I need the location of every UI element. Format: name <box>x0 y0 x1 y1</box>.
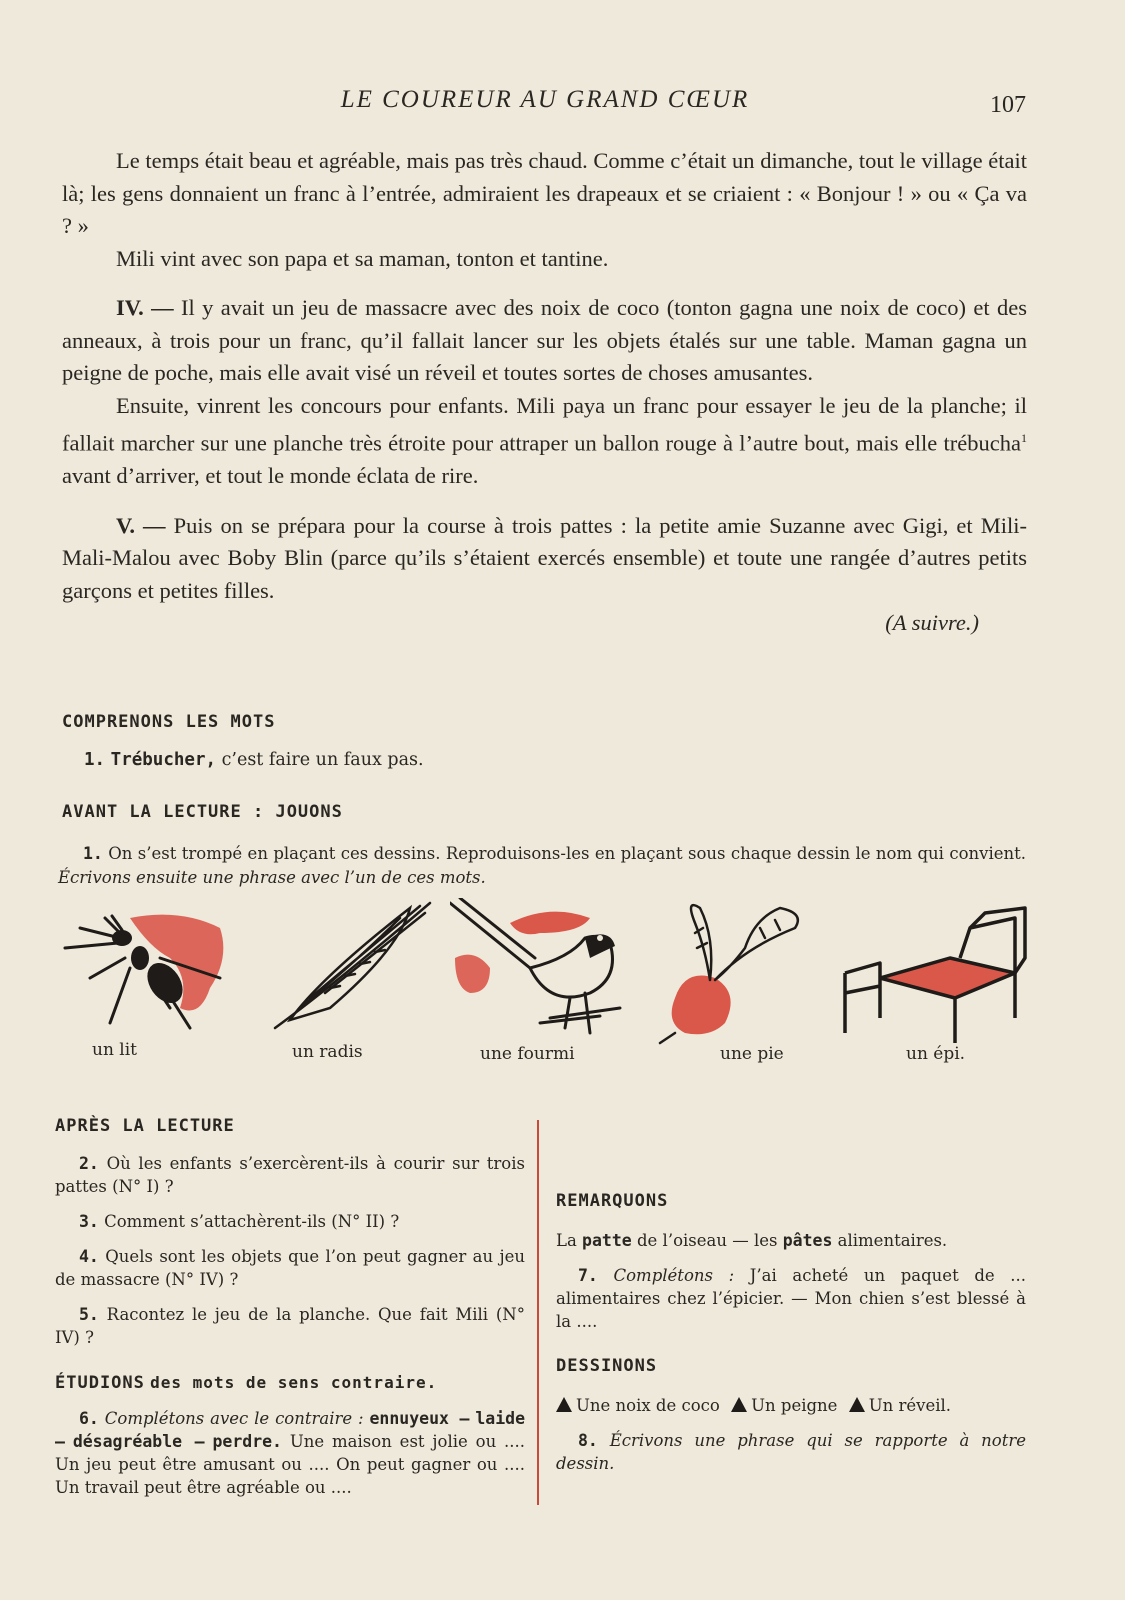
draw-item: Un peigne <box>751 1396 838 1415</box>
radish-drawing-icon <box>655 898 815 1048</box>
column-divider <box>537 1120 539 1505</box>
text-part: de l’oiseau — les <box>636 1231 778 1250</box>
story-paragraph <box>62 292 1027 390</box>
text-part: La <box>556 1231 577 1250</box>
instruction-text: On s’est trompé en plaçant ces dessins. Reproduisons-les en plaçant sous chaque dessin le nom qui convient. <box>108 844 1026 863</box>
question-italic: Complétons : <box>613 1266 735 1285</box>
triangle-bullet-icon <box>731 1397 747 1412</box>
drawing-caption: une pie <box>720 1044 784 1064</box>
word-item: désagréable — <box>72 1432 205 1451</box>
question <box>55 1303 525 1349</box>
drawing-caption: un lit <box>92 1040 138 1060</box>
highlight-word: pâtes <box>782 1231 833 1250</box>
question-number: 2. <box>79 1154 99 1173</box>
wheat-ear-drawing-icon <box>270 898 440 1048</box>
remarquons-heading: REMARQUONS <box>556 1191 669 1211</box>
question <box>55 1245 525 1291</box>
bed-drawing-icon <box>840 898 1030 1048</box>
instruction-italic: Écrivons ensuite une phrase avec l’un de ces mots. <box>58 868 486 887</box>
word-item: ennuyeux — <box>369 1409 470 1428</box>
to-be-continued: (A suivre.) <box>885 610 979 635</box>
drawing-caption: une fourmi <box>480 1044 575 1064</box>
story-paragraph-text: Il y avait un jeu de massacre avec des noix de coco (tonton gagna une noix de coco) et des anneaux, à trois pour un franc, qu’il fallait lancer sur les objets étalés sur une table. Maman gagna un peigne de poche, mais elle avait visé un réveil et toutes sortes de choses amusantes. <box>62 295 1028 385</box>
avant-heading: AVANT LA LECTURE : JOUONS <box>62 802 343 822</box>
drawing-caption: un radis <box>292 1042 363 1062</box>
question-number: 3. <box>79 1212 99 1231</box>
dessinons-heading: DESSINONS <box>556 1356 658 1376</box>
question-text: Une maison est jolie ou .... Un jeu peut être amusant ou .... On peut gagner ou .... Un travail peut être agréable ou .... <box>55 1432 526 1497</box>
story-paragraph: Le temps était beau et agréable, mais pas très chaud. Comme c’était un dimanche, tout le village était là; les gens donnaient un franc à l’entrée, admiraient les drapeaux et se criaient : « Bonjour ! » ou « Ça va ? » <box>62 148 1027 238</box>
exercise-number: 1. <box>83 844 103 863</box>
page-number: 107 <box>990 92 1026 118</box>
word-item: perdre. <box>212 1432 282 1451</box>
comprenons-heading: COMPRENONS LES MOTS <box>62 712 276 732</box>
heading-part: des mots de sens contraire. <box>150 1373 438 1392</box>
draw-item: Une noix de coco <box>576 1396 720 1415</box>
etudions-heading <box>55 1371 525 1395</box>
running-title: LE COUREUR AU GRAND CŒUR <box>340 86 750 113</box>
question <box>55 1210 525 1233</box>
drawing-caption: un épi. <box>906 1044 966 1064</box>
drawings-row <box>60 898 1040 1064</box>
story-paragraph-text: Puis on se prépara pour la course à trois pattes : la petite amie Suzanne avec Gigi, et Mili-Mali-Malou avec Boby Blin (parce qu’ils s’étaient exercés ensemble) et toute une rangée d’autres petits garçons et petites filles. <box>62 512 1028 603</box>
question-number: 7. <box>578 1266 598 1285</box>
question-text: Comment s’attachèrent-ils (N° II) ? <box>104 1212 400 1231</box>
draw-item: Un réveil. <box>868 1396 952 1415</box>
apres-heading: APRÈS LA LECTURE <box>55 1116 235 1136</box>
question-number: 8. <box>578 1431 598 1450</box>
question <box>556 1429 1026 1475</box>
story-paragraph-text: avant d’arriver, et tout le monde éclata de rire. <box>62 463 479 488</box>
question-text: J’ai acheté un paquet de ... alimentaires chez l’épicier. — Mon chien s’est blessé à la .... <box>556 1266 1026 1331</box>
footnote-ref: 1 <box>1021 431 1027 445</box>
triangle-bullet-icon <box>556 1397 572 1412</box>
question <box>55 1152 525 1198</box>
question <box>556 1264 1026 1333</box>
text-part: alimentaires. <box>837 1231 948 1250</box>
ant-drawing-icon <box>60 898 240 1048</box>
section-label: IV. — <box>116 295 174 320</box>
question-number: 4. <box>79 1247 99 1266</box>
avant-instructions <box>58 842 1026 890</box>
story-paragraph <box>62 390 1027 493</box>
exercise-number: 1. <box>84 750 106 770</box>
section-label: V. — <box>116 512 166 538</box>
word-item: laide — <box>55 1409 526 1451</box>
comprenons-definition <box>84 748 424 772</box>
defined-word: Trébucher, <box>110 750 217 770</box>
question-number: 6. <box>79 1409 99 1428</box>
question-italic: Écrivons une phrase qui se rapporte à notre dessin. <box>556 1431 1026 1473</box>
question-number: 5. <box>79 1305 99 1324</box>
dessinons-items <box>556 1394 1026 1417</box>
story-text <box>62 145 1027 640</box>
highlight-word: patte <box>582 1231 632 1250</box>
story-paragraph-text: Ensuite, vinrent les concours pour enfants. Mili paya un franc pour essayer le jeu de la planche; il fallait marcher sur une planche très étroite pour attraper un ballon rouge à l’autre bout, mais elle trébucha <box>62 392 1027 456</box>
right-column <box>556 1190 1026 1487</box>
triangle-bullet-icon <box>849 1397 865 1412</box>
question-italic: Complétons avec le contraire : <box>104 1409 364 1428</box>
question-text: Quels sont les objets que l’on peut gagner au jeu de massacre (N° IV) ? <box>55 1247 526 1289</box>
question <box>55 1407 525 1499</box>
heading-part: ÉTUDIONS <box>55 1373 145 1393</box>
magpie-drawing-icon <box>450 898 640 1048</box>
remarquons-line <box>556 1229 1026 1252</box>
question-text: Racontez le jeu de la planche. Que fait Mili (N° IV) ? <box>55 1305 525 1347</box>
left-column <box>55 1115 525 1499</box>
story-paragraph: Mili vint avec son papa et sa maman, tonton et tantine. <box>116 245 609 271</box>
question-text: Où les enfants s’exercèrent-ils à courir sur trois pattes (N° I) ? <box>55 1154 525 1196</box>
story-paragraph <box>62 510 1027 608</box>
definition-text: c’est faire un faux pas. <box>221 750 424 770</box>
